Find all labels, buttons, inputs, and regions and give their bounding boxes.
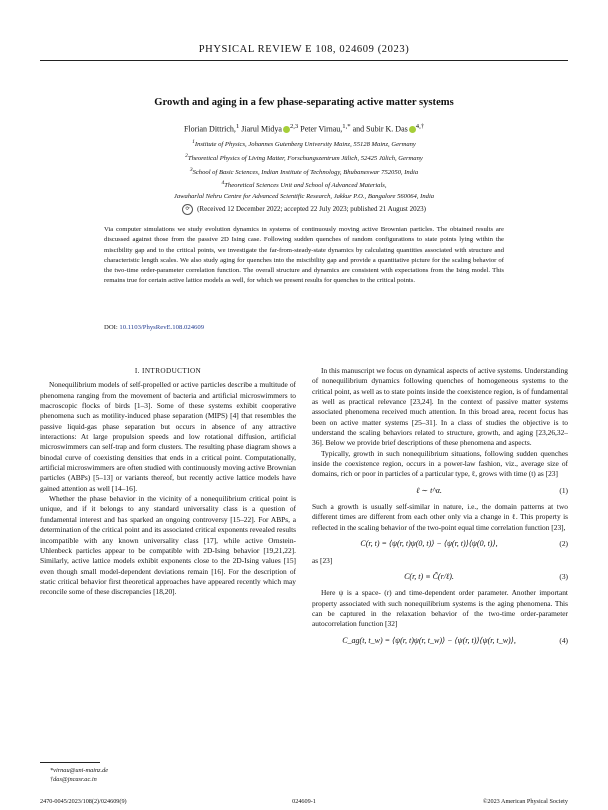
- author: and Subir K. Das: [352, 124, 408, 134]
- equation: [312, 630, 568, 652]
- footer-page-number: 024609-1: [292, 798, 316, 805]
- orcid-icon[interactable]: [409, 126, 416, 133]
- paragraph: as [23]: [312, 555, 333, 565]
- affiliations: [0, 137, 608, 203]
- header-rule: [40, 60, 568, 61]
- paragraph: Whether the phase behavior in the vicinity of a nonequilibrium critical point is unique, and if it belongs to any standard universality class is a question of fundamental interest and has sparked an ongoing controversy [15–22]. For ABPs, a determination of the critical point and its associated critical exponents revealed results incompatible with any known universality class [17], while active Ornstein-Uhlenbeck particles appear to be compatible with 2D-Ising behavior [19,21,22]. Similarly, active lattice models exhibit exponents close to the 2D-Ising values [15] even though small model-dependent deviations remain [16]. For the description of static critical behavior first theoretical approaches have appeared recently which may reconcile some of these discrepancies [18,20].: [40, 494, 296, 597]
- paper-title: Growth and aging in a few phase-separating active matter systems: [154, 97, 454, 108]
- doi-label: DOI:: [104, 324, 118, 331]
- equation-number: (2): [559, 539, 568, 549]
- equation-body: C(r, t) ≡ C̃(r/ℓ).: [404, 571, 454, 581]
- paragraph: Such a growth is usually self-similar in nature, i.e., the domain patterns at two different times are different from each other only via a change in ℓ. This property is reflected in the scaling behavior of the two-point equal time correlation function [23],: [312, 502, 568, 532]
- footnote-email[interactable]: *virnau@uni-mainz.de: [50, 767, 109, 774]
- affiliation: $^2$Theoretical Physics of Living Matter, Forschungszentrum Jülich, 52425 Jülich, Germany: [185, 152, 423, 162]
- author: Peter Virnau,: [300, 124, 343, 134]
- author-affil-sup: 4,†: [415, 123, 425, 130]
- orcid-icon[interactable]: [283, 126, 290, 133]
- affiliation: Jawaharlal Nehru Centre for Advanced Scientific Research, Jakkur P.O., Bangalore 560064, India: [173, 193, 435, 201]
- journal-header: PHYSICAL REVIEW E 108, 024609 (2023): [198, 44, 410, 55]
- author: Jiarul Midya: [241, 124, 282, 134]
- author-affil-sup: 1: [235, 123, 240, 130]
- doi-line: [104, 324, 204, 331]
- section-heading: I. INTRODUCTION: [134, 367, 202, 375]
- equation-number: (1): [559, 485, 568, 495]
- paragraph: In this manuscript we focus on dynamical aspects of active systems. Understanding of nonequilibrium dynamics following quenches of homogeneous systems to the critical point, as well as to state points inside the coexistence region, is of fundamental as well as practical relevance [23,24]. In the context of passive matter systems associated phenomena received much attention. In this broad area, recent focus has been on active matter systems [25–31]. In a class of studies the objective is to understand the scaling behaviors related to structure, growth, and aging [23,26,32–36]. Below we provide brief descriptions of these phenomena and aspects.: [312, 366, 568, 448]
- affiliation: $^4$Theoretical Sciences Unit and School of Advanced Materials,: [221, 180, 387, 190]
- right-column: [312, 366, 568, 652]
- footer-issn: 2470-0045/2023/108(2)/024609(9): [40, 798, 127, 805]
- abstract: Via computer simulations we study evolution dynamics in systems of continuously moving active Brownian particles. The obtained results are discussed against those from the passive 2D Ising case. Following sudden quenches of random configurations to state points lying within the miscibility gap and to the critical points, we investigate the far-from-steady-state dynamics by calculating quantities associated with structure and characteristic length scales. We also study aging for quenches into the miscibility gap and provide a quantitative picture for the scaling behavior of the two-time order-parameter correlation function. The overall structure and dynamics are consistent with expectations from the Ising model. This remains true for certain active lattice models as well, for which we present results for quenches to the critical points.: [104, 226, 504, 285]
- doi-link[interactable]: 10.1103/PhysRevE.108.024609: [119, 324, 205, 331]
- equation-number: (4): [559, 635, 568, 645]
- author-affil-sup: 1,*: [342, 123, 351, 130]
- equation: [312, 533, 568, 555]
- footer-copyright: ©2023 American Physical Society: [482, 798, 568, 805]
- author-affil-sup: 2,3: [289, 123, 299, 130]
- author: Florian Dittrich,: [183, 124, 236, 134]
- left-column: [40, 366, 296, 598]
- paragraph: Typically, growth in such nonequilibrium situations, following sudden quenches inside the coexistence region, occurs in a power-law fashion, viz., average size of domains, rich or poor in particles of a particular type, ℓ, grows with time (t) as [23]: [312, 448, 568, 479]
- paragraph: Nonequilibrium models of self-propelled or active particles describe a multitude of phenomena ranging from the movement of bacteria and artificial microswimmers to macroscopic flocks of birds [1–3]. Some of these systems exhibit cooperative phenomena such as motility-induced phase separation (MIPS) [4] that resembles the passive liquid-gas phase separation but occurs in absence of any attractive interactions: At large propulsion speeds and low rotational diffusion, artificial microswimmers can self-trap and form clusters. The resulting phase diagram shows a binodal curve of coexisting densities that ends in a critical point. Computationally, artificial microswimmers are often studied with continuously moving active Brownian particles (ABPs) [5–13] or variants thereof, but recently active lattice models have gained attention as well [14–16].: [40, 380, 296, 493]
- received-dates: ⟳ (Received 12 December 2022; accepted 22 July 2023; published 21 August 2023): [0, 204, 608, 215]
- updates-icon[interactable]: ⟳: [182, 204, 193, 215]
- author-list: [0, 123, 608, 134]
- paragraph: Here ψ is a space- (r) and time-dependent order parameter. Another important property associated with such nonequilibrium systems is the aging phenomena. This can be captured in the relaxation behavior of the two-time order-parameter autocorrelation function [32]: [312, 588, 568, 629]
- affiliation: $^1$Institute of Physics, Johannes Gutenberg University Mainz, 55128 Mainz, Germany: [192, 139, 416, 149]
- equation-body: C_ag(t, t_w) = ⟨ψ(r, t)ψ(r, t_w)⟩ − ⟨ψ(r, t)⟩⟨ψ(r, t_w)⟩,: [342, 635, 516, 645]
- footnote-email[interactable]: †das@jncasr.ac.in: [50, 776, 97, 783]
- equation-number: (3): [559, 571, 568, 581]
- footnotes: [50, 766, 108, 784]
- equation: [312, 566, 568, 588]
- affiliation: $^3$School of Basic Sciences, Indian Institute of Technology, Bhubaneswar 752050, India: [189, 166, 419, 176]
- equation-body: C(r, t) = ⟨ψ(r, t)ψ(0, t)⟩ − ⟨ψ(r, t)⟩⟨ψ(0, t)⟩,: [360, 539, 498, 549]
- equation: [312, 480, 568, 502]
- footnote-rule: [40, 762, 100, 763]
- equation-body: ℓ ∼ t^α.: [416, 485, 442, 495]
